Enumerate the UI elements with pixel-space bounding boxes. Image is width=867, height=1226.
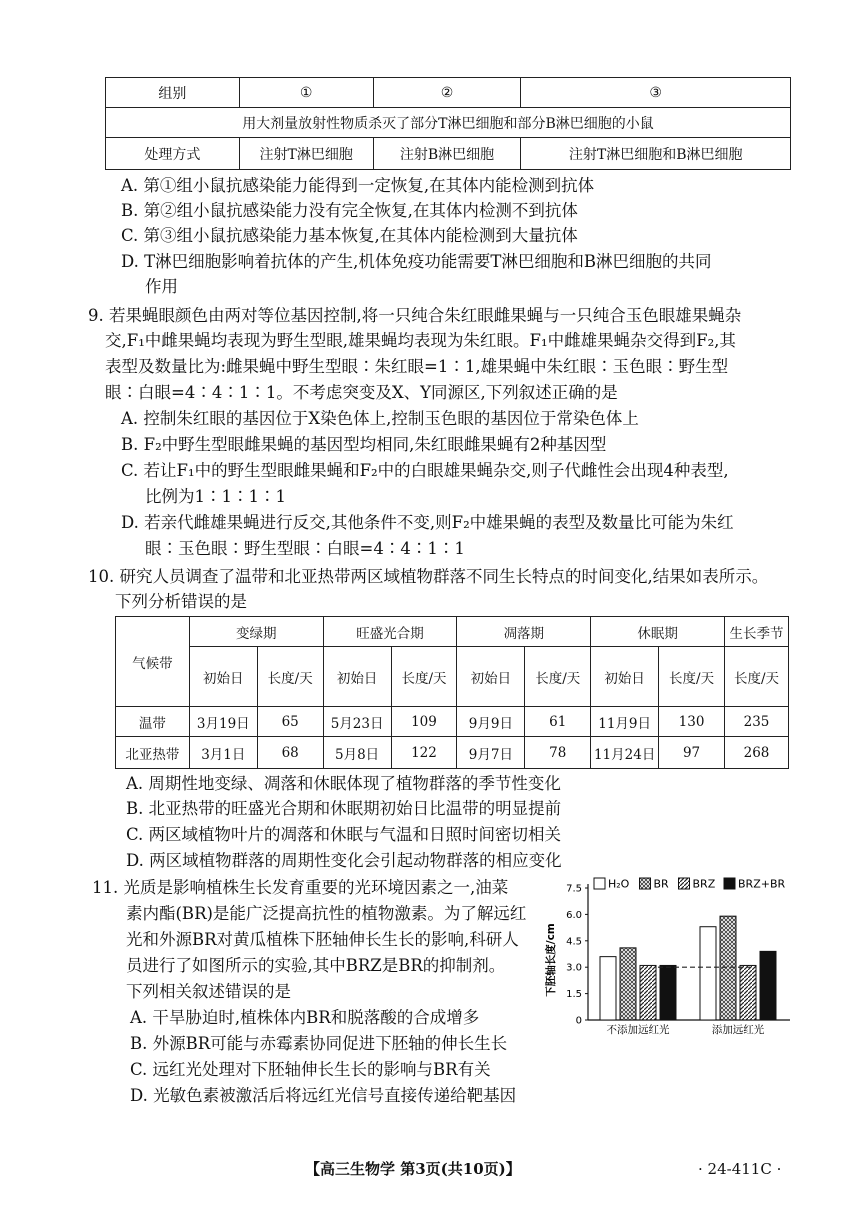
- bar-br: [720, 916, 736, 1020]
- legend-label: BR: [653, 877, 669, 891]
- q10-sub-length: 长度/天: [659, 647, 725, 707]
- chart-y-axis-label: 下胚轴长度/cm: [545, 923, 557, 997]
- y-tick-label: 1.5: [566, 989, 582, 1001]
- q10-stem-1: 10. 研究人员调查了温带和北亚热带两区域植物群落不同生长特点的时间变化,结果如表所示。: [88, 567, 769, 586]
- legend-label: BRZ+BR: [738, 877, 786, 891]
- bar-ho: [600, 957, 616, 1020]
- q10-cell: 北亚热带: [116, 737, 190, 769]
- q10-cell: 109: [391, 707, 457, 737]
- q8-header-2: ②: [373, 78, 521, 108]
- legend-label: H₂O: [608, 877, 630, 891]
- chart-legend: [594, 878, 785, 891]
- q10-cell: 5月8日: [323, 737, 391, 769]
- q11-option-d: D. 光敏色素被激活后将远红光信号直接传递给靶基因: [130, 1086, 517, 1105]
- q10-cell: 130: [659, 707, 725, 737]
- q10-sub-length: 长度/天: [391, 647, 457, 707]
- bar-ho: [700, 927, 716, 1020]
- q11-stem-3: 光和外源BR对黄瓜植株下胚轴伸长生长的影响,科研人: [126, 930, 519, 949]
- q8-treatment-2: 注射B淋巴细胞: [373, 138, 521, 170]
- q10-cell: 68: [257, 737, 323, 769]
- q11-stem-4: 员进行了如图所示的实验,其中BRZ是BR的抑制剂。: [126, 956, 506, 975]
- q9-option-a: A. 控制朱红眼的基因位于X染色体上,控制玉色眼的基因位于常染色体上: [121, 409, 639, 428]
- q10-table: [115, 616, 789, 769]
- q10-cell: 11月9日: [591, 707, 659, 737]
- q9-stem-1: 9. 若果蝇眼颜色由两对等位基因控制,将一只纯合朱红眼雌果蝇与一只纯合玉色眼雄果蝇杂: [88, 306, 742, 325]
- q10-cell: 78: [525, 737, 591, 769]
- q11-option-c: C. 远红光处理对下胚轴伸长生长的影响与BR有关: [130, 1060, 491, 1079]
- q10-cell: 97: [659, 737, 725, 769]
- q8-header-3: ③: [521, 78, 791, 108]
- q11-option-a: A. 干旱胁迫时,植株体内BR和脱落酸的合成增多: [130, 1008, 480, 1027]
- q10-cell: 11月24日: [591, 737, 659, 769]
- q10-option-c: C. 两区域植物叶片的凋落和休眠与气温和日照时间密切相关: [126, 825, 562, 844]
- q10-group-dormancy: 休眠期: [591, 617, 725, 647]
- y-tick-label: 7.5: [566, 883, 582, 895]
- legend-label: BRZ: [692, 877, 716, 891]
- q10-option-a: A. 周期性地变绿、凋落和休眠体现了植物群落的季节性变化: [126, 774, 561, 793]
- bar-brzbr: [760, 951, 776, 1020]
- q8-option-b: B. 第②组小鼠抗感染能力没有完全恢复,在其体内检测不到抗体: [121, 201, 578, 220]
- q9-stem-2: 交,F₁中雌果蝇均表现为野生型眼,雄果蝇均表现为朱红眼。F₁中雌雄果蝇杂交得到F₂,其: [105, 331, 736, 350]
- q9-option-b: B. F₂中野生型眼雌果蝇的基因型均相同,朱红眼雌果蝇有2种基因型: [121, 435, 607, 454]
- q9-stem-3: 表型及数量比为:雌果蝇中野生型眼∶朱红眼=1∶1,雄果蝇中朱红眼∶玉色眼∶野生型: [105, 357, 729, 376]
- bar-brz: [740, 965, 756, 1020]
- y-tick-label: 6.0: [566, 909, 582, 921]
- q8-merged-row: 用大剂量放射性物质杀灭了部分T淋巴细胞和部分B淋巴细胞的小鼠: [106, 108, 791, 138]
- q10-sub-start: 初始日: [323, 647, 391, 707]
- q9-option-c-cont: 比例为1∶1∶1∶1: [145, 487, 286, 506]
- q10-cell: 温带: [116, 707, 190, 737]
- q11-stem-2: 素内酯(BR)是能广泛提高抗性的植物激素。为了解远红: [126, 904, 527, 923]
- q9-option-d-cont: 眼∶玉色眼∶野生型眼∶白眼=4∶4∶1∶1: [145, 539, 465, 558]
- y-tick-label: 3.0: [566, 962, 582, 974]
- q10-cell: 3月19日: [189, 707, 257, 737]
- y-tick-label: 0: [575, 1015, 582, 1027]
- chart-bars: [600, 916, 776, 1036]
- q8-treatment-3: 注射T淋巴细胞和B淋巴细胞: [521, 138, 791, 170]
- q8-treatment-label: 处理方式: [106, 138, 240, 170]
- q10-group-season: 生长季节: [725, 617, 789, 647]
- q11-stem-1: 11. 光质是影响植株生长发育重要的光环境因素之一,油菜: [92, 878, 509, 897]
- q10-group-photosynthesis: 旺盛光合期: [323, 617, 457, 647]
- q10-cell: 9月9日: [457, 707, 525, 737]
- x-category-label: 添加远红光: [711, 1024, 765, 1036]
- q8-option-a: A. 第①组小鼠抗感染能力能得到一定恢复,在其体内能检测到抗体: [121, 176, 595, 195]
- legend-swatch: [640, 878, 651, 889]
- q8-option-c: C. 第③组小鼠抗感染能力基本恢复,在其体内能检测到大量抗体: [121, 226, 578, 245]
- legend-swatch: [724, 878, 735, 889]
- q10-cell: 5月23日: [323, 707, 391, 737]
- q10-cell: 65: [257, 707, 323, 737]
- legend-swatch: [594, 878, 605, 889]
- q8-option-d-cont: 作用: [145, 277, 178, 296]
- q10-option-b: B. 北亚热带的旺盛光合期和休眠期初始日比温带的明显提前: [126, 799, 562, 818]
- q10-sub-length: 长度/天: [725, 647, 789, 707]
- q10-cell: 61: [525, 707, 591, 737]
- q8-header-group: 组别: [106, 78, 240, 108]
- q9-option-d: D. 若亲代雌雄果蝇进行反交,其他条件不变,则F₂中雄果蝇的表型及数量比可能为朱红: [121, 513, 734, 532]
- q10-cell: 122: [391, 737, 457, 769]
- q10-sub-length: 长度/天: [257, 647, 323, 707]
- q11-stem-5: 下列相关叙述错误的是: [126, 982, 291, 1001]
- x-category-label: 不添加远红光: [606, 1024, 670, 1036]
- footer-code: · 24-411C ·: [698, 1160, 782, 1178]
- bar-br: [620, 948, 636, 1020]
- q10-sub-start: 初始日: [457, 647, 525, 707]
- q8-table: [105, 77, 791, 170]
- q8-option-d: D. T淋巴细胞影响着抗体的产生,机体免疫功能需要T淋巴细胞和B淋巴细胞的共同: [121, 252, 712, 271]
- q10-cell: 235: [725, 707, 789, 737]
- q10-option-d: D. 两区域植物群落的周期性变化会引起动物群落的相应变化: [126, 851, 562, 870]
- q10-stem-2: 下列分析错误的是: [115, 592, 247, 611]
- q10-sub-start: 初始日: [591, 647, 659, 707]
- q11-bar-chart: [540, 870, 800, 1050]
- q10-group-green: 变绿期: [189, 617, 323, 647]
- q10-group-fall: 凋落期: [457, 617, 591, 647]
- footer-page-info: 【高三生物学 第3页(共10页)】: [305, 1160, 521, 1178]
- q11-option-b: B. 外源BR可能与赤霉素协同促进下胚轴的伸长生长: [130, 1034, 508, 1053]
- q10-cell: 3月1日: [189, 737, 257, 769]
- q10-col-climate: 气候带: [116, 617, 190, 707]
- q10-cell: 268: [725, 737, 789, 769]
- q10-sub-length: 长度/天: [525, 647, 591, 707]
- bar-brzbr: [660, 965, 676, 1020]
- q8-treatment-1: 注射T淋巴细胞: [239, 138, 373, 170]
- q8-header-1: ①: [239, 78, 373, 108]
- q9-stem-4: 眼∶白眼=4∶4∶1∶1。不考虑突变及X、Y同源区,下列叙述正确的是: [105, 383, 618, 402]
- q10-cell: 9月7日: [457, 737, 525, 769]
- q9-option-c: C. 若让F₁中的野生型眼雌果蝇和F₂中的白眼雄果蝇杂交,则子代雌性会出现4种表型,: [121, 461, 729, 480]
- q10-sub-start: 初始日: [189, 647, 257, 707]
- y-tick-label: 4.5: [566, 936, 582, 948]
- legend-swatch: [679, 878, 690, 889]
- bar-brz: [640, 965, 656, 1020]
